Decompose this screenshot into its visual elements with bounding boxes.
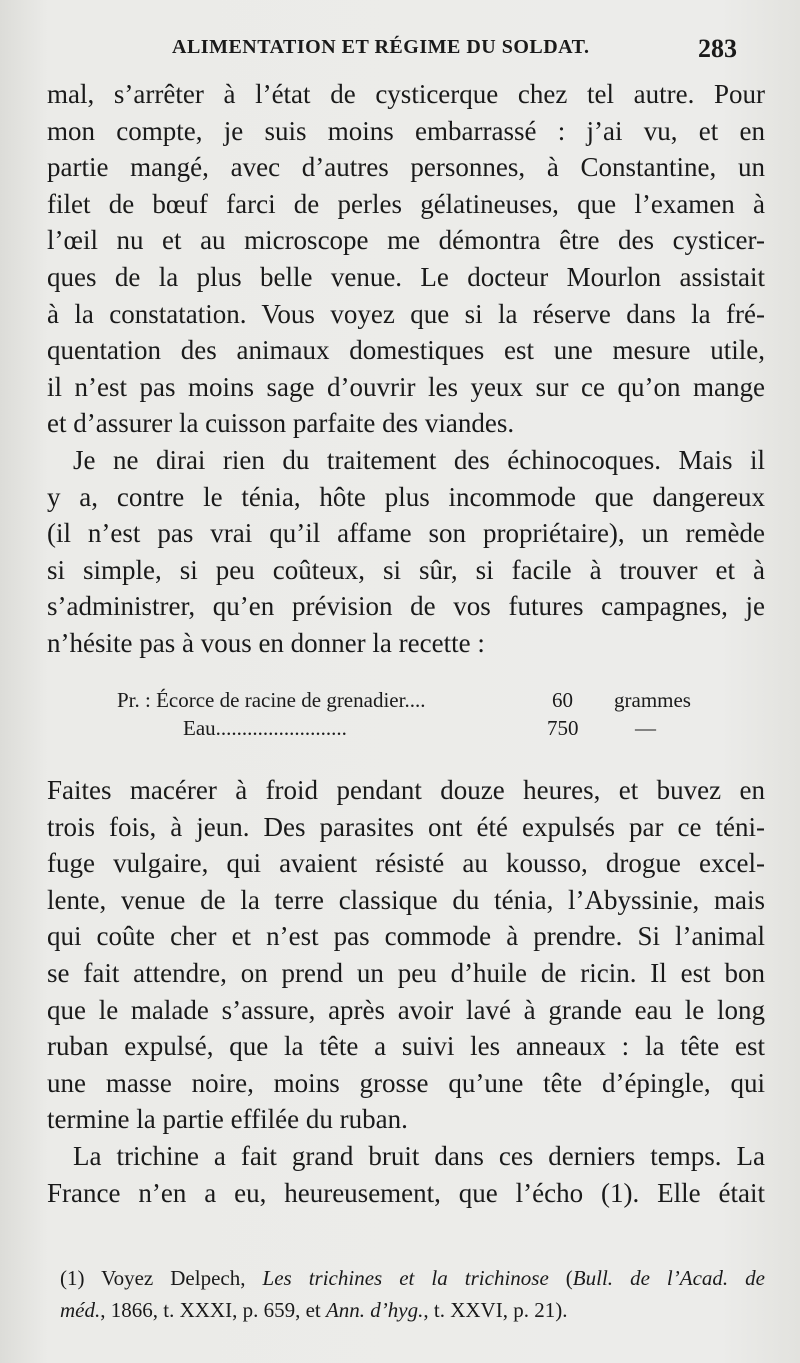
text-line: filet de bœuf farci de perles gélatineuses, que l’examen à xyxy=(47,188,765,219)
text-line: termine la partie effilée du ruban. xyxy=(47,1104,408,1135)
recipe-ingredient: Pr. : Écorce de racine de grenadier.... xyxy=(117,688,426,712)
text-line: ques de la plus belle venue. Le docteur Mourlon assistait xyxy=(47,261,765,292)
text-line: La trichine a fait grand bruit dans ces derniers temps. La xyxy=(73,1140,765,1171)
text-line: à la constatation. Vous voyez que si la réserve dans la fré- xyxy=(47,298,765,329)
cited-annales: Ann. d’hyg. xyxy=(325,1298,424,1322)
text-line: Je ne dirai rien du traitement des échinocoques. Mais il xyxy=(73,444,765,475)
text-line: (il n’est pas vrai qu’il affame son propriétaire), un remède xyxy=(47,518,765,549)
recipe-unit: grammes xyxy=(614,688,691,712)
text-line: n’hésite pas à vous en donner la recette : xyxy=(47,627,485,658)
recipe-quantity: 60 xyxy=(552,688,573,712)
text-line: se fait attendre, on prend un peu d’huile de ricin. Il est bon xyxy=(47,957,765,988)
footnote-line: méd., 1866, t. XXXI, p. 659, et Ann. d’hyg., t. XXVI, p. 21). xyxy=(60,1298,568,1322)
body-text xyxy=(47,76,765,1208)
text-line: trois fois, à jeun. Des parasites ont été expulsés par ce téni- xyxy=(47,811,765,842)
text-line: une masse noire, moins grosse qu’une tête d’épingle, qui xyxy=(47,1067,765,1098)
text-line: et d’assurer la cuisson parfaite des viandes. xyxy=(47,408,515,439)
recipe-block xyxy=(47,686,765,766)
footnote-line: (1) Voyez Delpech, Les trichines et la trichinose (Bull. de l’Acad. de xyxy=(60,1266,765,1290)
text-line: y a, contre le ténia, hôte plus incommode que dangereux xyxy=(47,481,765,512)
text-line: qui coûte cher et n’est pas commode à prendre. Si l’animal xyxy=(47,921,765,952)
page-header xyxy=(0,28,800,68)
recipe-unit: — xyxy=(635,716,656,740)
recipe-quantity: 750 xyxy=(547,716,579,740)
paragraph-3 xyxy=(47,772,765,1211)
text-line: l’œil nu et au microscope me démontra être des cysticer- xyxy=(47,225,765,256)
text-line: que le malade s’assure, après avoir lavé à grande eau le long xyxy=(47,994,765,1025)
cited-title: Les trichines et la trichinose xyxy=(262,1266,549,1290)
text-line: Faites macérer à froid pendant douze heures, et buvez en xyxy=(47,775,765,805)
text-line: il n’est pas moins sage d’ouvrir les yeux sur ce qu’on mange xyxy=(47,371,765,402)
text-line: lente, venue de la terre classique du ténia, l’Abyssinie, mais xyxy=(47,884,765,915)
text-line: ruban expulsé, que la tête a suivi les anneaux : la tête est xyxy=(47,1031,765,1062)
recipe-row xyxy=(47,714,765,742)
page-number: 283 xyxy=(698,34,737,63)
text-line: si simple, si peu coûteux, si sûr, si facile à trouver et à xyxy=(47,554,765,585)
text-line: fuge vulgaire, qui avaient résisté au kousso, drogue excel- xyxy=(47,848,765,879)
text-line: quentation des animaux domestiques est une mesure utile, xyxy=(47,335,765,366)
running-head: ALIMENTATION ET RÉGIME DU SOLDAT. xyxy=(172,36,590,58)
recipe-ingredient: Eau......................... xyxy=(183,716,347,740)
text-line: partie mangé, avec d’autres personnes, à Constantine, un xyxy=(47,152,765,183)
text-line: mon compte, je suis moins embarrassé : j’ai vu, et en xyxy=(47,115,765,146)
paragraph-2 xyxy=(47,442,765,662)
text-line: s’administrer, qu’en prévision de vos futures campagnes, je xyxy=(47,591,765,622)
cited-journal: Bull. de l’Acad. de xyxy=(572,1266,765,1290)
paragraph-1 xyxy=(47,76,765,442)
text-line: mal, s’arrêter à l’état de cysticerque chez tel autre. Pour xyxy=(47,79,765,109)
text-line: France n’en a eu, heureusement, que l’écho (1). Elle était xyxy=(47,1177,765,1208)
footnote xyxy=(60,1262,765,1326)
recipe-row xyxy=(47,686,765,714)
